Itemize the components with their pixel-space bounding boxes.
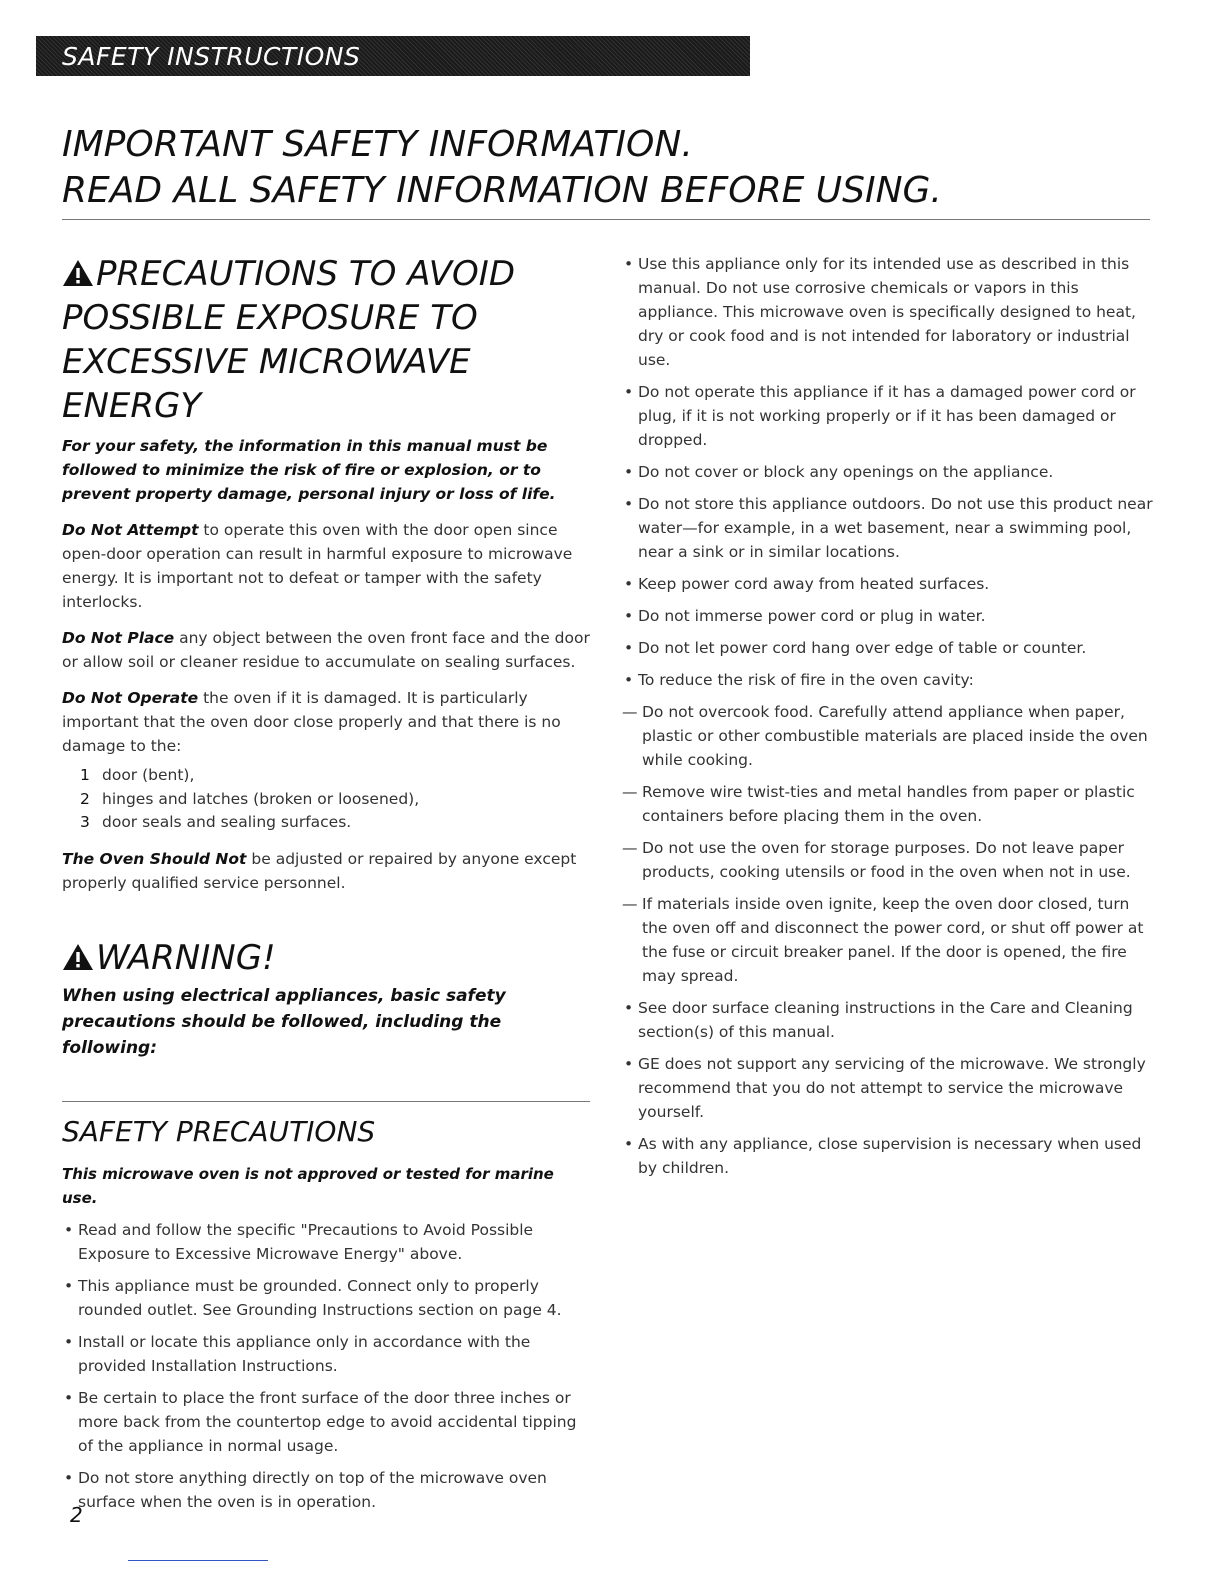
list-item xyxy=(62,764,592,788)
list-item: • As with any appliance, close supervision is necessary when used by children. xyxy=(622,1132,1154,1180)
page-title xyxy=(62,122,942,214)
warning-triangle-icon xyxy=(62,259,94,287)
do-not-attempt-paragraph xyxy=(62,518,592,614)
list-item: • Read and follow the specific "Precautions to Avoid Possible Exposure to Excessive Microwave Energy" above. xyxy=(62,1218,592,1266)
do-not-place-keyword: Do Not Place xyxy=(62,629,175,647)
list-item-number: 2 xyxy=(80,789,90,808)
precautions-heading-line-2: POSSIBLE EXPOSURE TO xyxy=(62,298,478,338)
list-item-text: door (bent), xyxy=(102,766,195,784)
list-item: • Do not store this appliance outdoors. Do not use this product near water—for example, in a wet basement, near a swimming pool, near a sink or in similar locations. xyxy=(622,492,1154,564)
do-not-attempt-keyword: Do Not Attempt xyxy=(62,521,199,539)
page-title-line-2: READ ALL SAFETY INFORMATION BEFORE USING. xyxy=(62,170,942,211)
list-item-number: 1 xyxy=(80,766,90,784)
list-item: • Use this appliance only for its intended use as described in this manual. Do not use corrosive chemicals or vapors in this appliance. This microwave oven is specifically designed to heat, dry or cook food and is not intended for laboratory or industrial use. xyxy=(622,252,1154,372)
precautions-heading xyxy=(62,252,592,428)
do-not-attempt-text: to operate this oven with the door open since open-door operation can result in harmful exposure to microwave energy. It is important not to defeat or tamper with the safety interlocks. xyxy=(62,521,573,611)
list-item: • Install or locate this appliance only in accordance with the provided Installation Instructions. xyxy=(62,1330,592,1378)
section-divider xyxy=(62,1101,590,1102)
footer-line xyxy=(128,1560,268,1561)
warning-lead: When using electrical appliances, basic safety precautions should be followed, including the following: xyxy=(62,985,506,1058)
list-item: • Be certain to place the front surface of the door three inches or more back from the countertop edge to avoid accidental tipping of the appliance in normal usage. xyxy=(62,1386,592,1458)
precautions-heading-line-1: PRECAUTIONS TO AVOID xyxy=(96,254,516,294)
section-banner xyxy=(36,36,750,76)
precautions-heading-line-4: ENERGY xyxy=(62,386,202,426)
dash-list-item: — Do not overcook food. Carefully attend appliance when paper, plastic or other combustible materials are placed inside the oven while cooking. xyxy=(622,700,1154,772)
dash-list-item: — Remove wire twist-ties and metal handles from paper or plastic containers before placing them in the oven. xyxy=(622,780,1154,828)
oven-should-not-text: be adjusted or repaired by anyone except properly qualified service personnel. xyxy=(62,849,577,892)
dash-list-item: — If materials inside oven ignite, keep the oven door closed, turn the oven off and disconnect the power cord, or shut off power at the fuse or circuit breaker panel. If the door is opened, the fire may spread. xyxy=(622,892,1154,988)
right-column xyxy=(622,252,1154,1188)
title-divider xyxy=(62,219,1150,220)
do-not-place-text: any object between the oven front face and the door or allow soil or cleaner residue to accumulate on sealing surfaces. xyxy=(62,629,590,671)
list-item: • Do not immerse power cord or plug in water. xyxy=(622,604,1154,628)
precautions-lead: For your safety, the information in this manual must be followed to minimize the risk of fire or explosion, or to prevent property damage, personal injury or loss of life. xyxy=(62,437,556,503)
list-item: • This appliance must be grounded. Connect only to properly rounded outlet. See Grounding Instructions section on page 4. xyxy=(62,1274,592,1322)
list-item: • Do not store anything directly on top of the microwave oven surface when the oven is in operation. xyxy=(62,1466,592,1514)
list-item-text: hinges and latches (broken or loosened), xyxy=(102,789,420,808)
list-item-text: door seals and sealing surfaces. xyxy=(102,813,352,831)
list-item: • See door surface cleaning instructions in the Care and Cleaning section(s) of this manual. xyxy=(622,996,1154,1044)
page-title-line-1: IMPORTANT SAFETY INFORMATION. xyxy=(62,124,693,165)
list-item xyxy=(62,811,592,835)
list-item: • Keep power cord away from heated surfaces. xyxy=(622,572,1154,596)
safety-precautions-list xyxy=(62,1218,592,1514)
do-not-operate-text: the oven if it is damaged. It is particularly important that the oven door close properly and that there is no damage to the: xyxy=(62,689,561,755)
banner-title: SAFETY INSTRUCTIONS xyxy=(62,42,361,71)
safety-precautions-heading: SAFETY PRECAUTIONS xyxy=(62,1114,376,1148)
do-not-place-paragraph xyxy=(62,626,592,674)
warning-heading-text: WARNING! xyxy=(96,937,276,978)
dash-list-item: — Do not use the oven for storage purposes. Do not leave paper products, cooking utensils or food in the oven when not in use. xyxy=(622,836,1154,884)
precautions-heading-line-3: EXCESSIVE MICROWAVE xyxy=(62,342,471,382)
list-item: • Do not let power cord hang over edge of table or counter. xyxy=(622,636,1154,660)
list-item-number: 3 xyxy=(80,813,90,831)
oven-should-not-keyword: The Oven Should Not xyxy=(62,849,247,868)
warning-triangle-icon xyxy=(62,943,94,971)
list-item: • To reduce the risk of fire in the oven cavity: xyxy=(622,668,1154,692)
list-item: • Do not operate this appliance if it has a damaged power cord or plug, if it is not working properly or if it has been damaged or dropped. xyxy=(622,380,1154,452)
damage-list xyxy=(62,764,592,835)
oven-should-not-paragraph xyxy=(62,847,592,895)
page-number: 2 xyxy=(70,1503,83,1527)
list-item: • Do not cover or block any openings on the appliance. xyxy=(622,460,1154,484)
marine-use-notice: This microwave oven is not approved or tested for marine use. xyxy=(62,1164,554,1207)
do-not-operate-paragraph xyxy=(62,686,592,758)
list-item xyxy=(62,788,592,812)
right-precautions-list xyxy=(622,252,1154,1180)
do-not-operate-keyword: Do Not Operate xyxy=(62,689,199,707)
warning-heading xyxy=(62,937,592,979)
list-item: • GE does not support any servicing of the microwave. We strongly recommend that you do not attempt to service the microwave yourself. xyxy=(622,1052,1154,1124)
left-column xyxy=(62,252,592,1522)
